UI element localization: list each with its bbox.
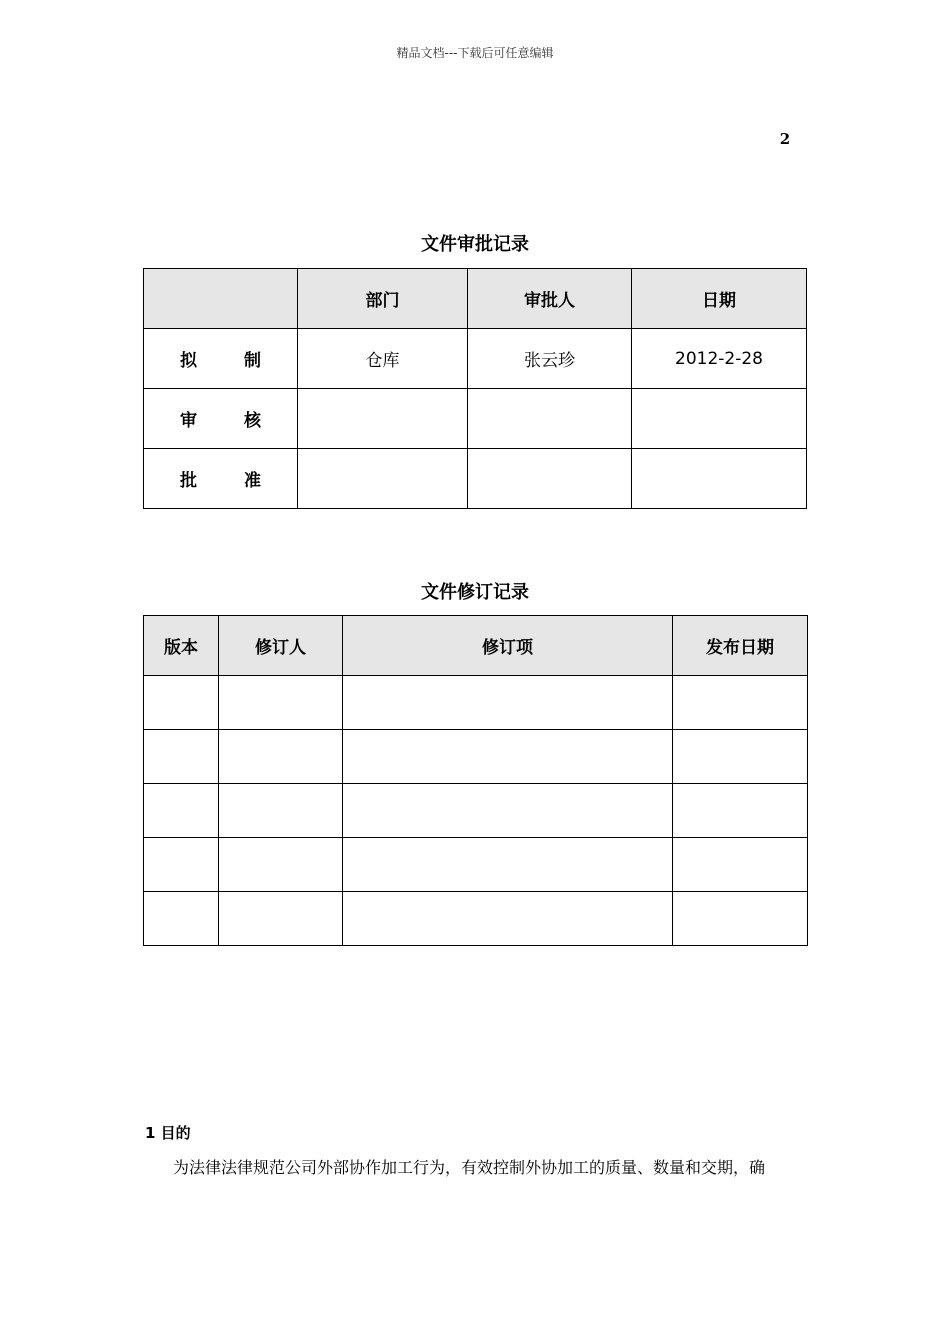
revision-cell-release-date xyxy=(673,730,808,784)
approval-table xyxy=(143,268,807,509)
revision-header-row xyxy=(144,616,808,676)
approval-row-label xyxy=(144,449,298,509)
revision-cell-item xyxy=(343,892,673,946)
revision-cell-version xyxy=(144,676,219,730)
revision-row xyxy=(144,730,808,784)
revision-cell-reviser xyxy=(219,892,343,946)
revision-table-title: 文件修订记录 xyxy=(421,582,529,603)
revision-cell-release-date xyxy=(673,784,808,838)
revision-header-item: 修订项 xyxy=(343,616,673,676)
section-heading: 1 目的 xyxy=(145,1124,191,1142)
row-label-char-b: 准 xyxy=(244,471,261,491)
revision-header-reviser: 修订人 xyxy=(219,616,343,676)
approval-header-date: 日期 xyxy=(632,269,807,329)
revision-cell-item xyxy=(343,838,673,892)
approval-header-department: 部门 xyxy=(298,269,468,329)
approval-table-title: 文件审批记录 xyxy=(421,234,529,255)
revision-cell-version xyxy=(144,892,219,946)
approval-cell-department: 仓库 xyxy=(298,329,468,389)
approval-header-row xyxy=(144,269,807,329)
row-label-char-a: 审 xyxy=(180,411,197,431)
approval-row-approve xyxy=(144,449,807,509)
revision-cell-item xyxy=(343,730,673,784)
approval-cell-department xyxy=(298,389,468,449)
row-label-char-b: 核 xyxy=(244,411,261,431)
approval-header-approver: 审批人 xyxy=(468,269,632,329)
revision-cell-version xyxy=(144,784,219,838)
section-paragraph: 为法律法律规范公司外部协作加工行为，有效控制外协加工的质量、数量和交期，确 xyxy=(173,1158,766,1177)
approval-cell-approver xyxy=(468,449,632,509)
revision-cell-reviser xyxy=(219,676,343,730)
revision-row xyxy=(144,838,808,892)
approval-cell-date xyxy=(632,389,807,449)
revision-table xyxy=(143,615,808,946)
approval-cell-approver xyxy=(468,389,632,449)
revision-row xyxy=(144,676,808,730)
approval-row-label xyxy=(144,329,298,389)
revision-header-version: 版本 xyxy=(144,616,219,676)
revision-header-release-date: 发布日期 xyxy=(673,616,808,676)
row-label-char-a: 拟 xyxy=(180,351,197,371)
approval-row-review xyxy=(144,389,807,449)
approval-cell-department xyxy=(298,449,468,509)
approval-cell-date xyxy=(632,449,807,509)
page-number: 2 xyxy=(779,130,791,148)
row-label-char-a: 批 xyxy=(180,471,197,491)
revision-cell-item xyxy=(343,784,673,838)
header-note: 精品文档---下载后可任意编辑 xyxy=(396,46,554,60)
revision-cell-release-date xyxy=(673,838,808,892)
row-label-char-b: 制 xyxy=(244,351,261,371)
revision-cell-release-date xyxy=(673,676,808,730)
approval-row-draft xyxy=(144,329,807,389)
revision-cell-version xyxy=(144,838,219,892)
approval-cell-date: 2012-2-28 xyxy=(632,329,807,389)
revision-cell-reviser xyxy=(219,784,343,838)
approval-row-label xyxy=(144,389,298,449)
revision-cell-item xyxy=(343,676,673,730)
approval-cell-approver: 张云珍 xyxy=(468,329,632,389)
revision-cell-release-date xyxy=(673,892,808,946)
revision-row xyxy=(144,784,808,838)
revision-cell-version xyxy=(144,730,219,784)
approval-header-blank xyxy=(144,269,298,329)
revision-cell-reviser xyxy=(219,838,343,892)
revision-row xyxy=(144,892,808,946)
revision-cell-reviser xyxy=(219,730,343,784)
